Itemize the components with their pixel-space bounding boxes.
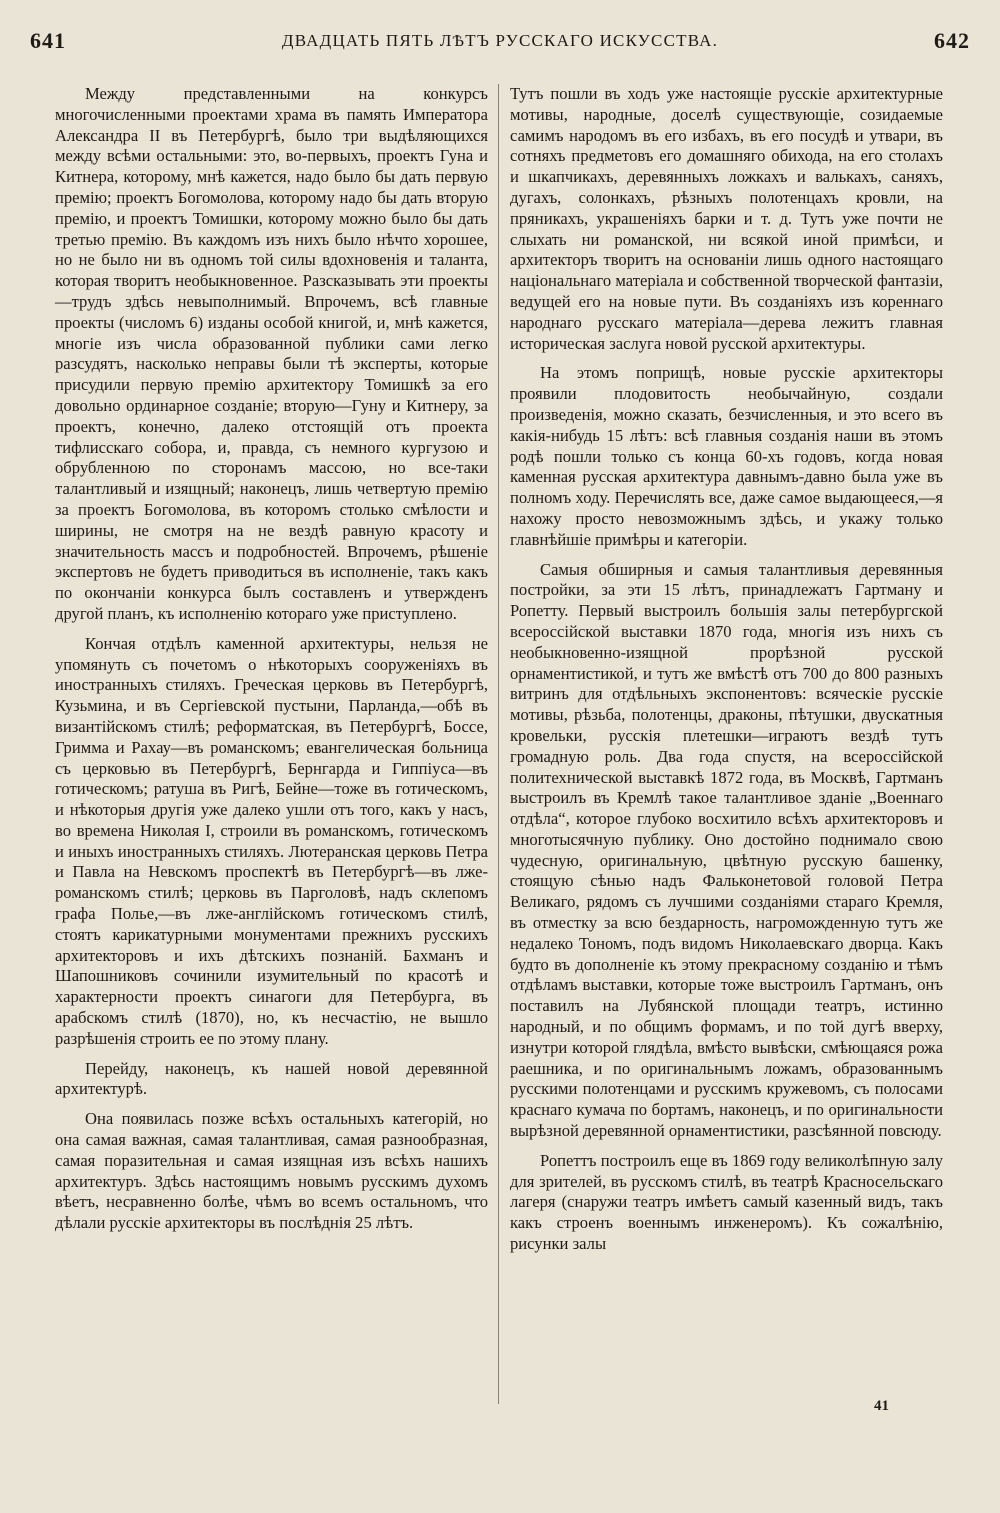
page-number-right: 642 xyxy=(934,28,970,53)
signature-mark: 41 xyxy=(874,1398,889,1414)
paragraph: Кончая отдѣлъ каменной архитектуры, нельзя не упомянуть съ почетомъ о нѣкоторыхъ сооруженіяхъ въ иностранныхъ стиляхъ. Греческая церковь въ Петербургѣ, Кузьмина, и въ Сергіевской пустыни, Парланда,—обѣ въ византійскомъ стилѣ; реформатская, въ Петербургѣ, Боссе, Гримма и Рахау—въ романскомъ; евангелическая больница съ церковью въ Петербургѣ, Бернгарда и Гиппіуса—въ готическомъ; ратуша въ Ригѣ, Бейне—тоже въ готическомъ, и нѣкоторыя другія уже далеко ушли отъ того, какъ у насъ, во времена Николая I, строили въ романскомъ, готическомъ и иныхъ иностранныхъ стиляхъ. Лютеранская церковь Петра и Павла на Невскомъ проспектѣ въ Петербургѣ—въ лже-романскомъ стилѣ; церковь въ Парголовѣ, надъ склепомъ графа Полье,—въ лже-англійскомъ готическомъ стилѣ, стоятъ карикатурными монументами прежнихъ русскихъ архитекторовъ и ихъ дѣтскихъ познаній. Бахманъ и Шапошниковъ сочинили изумительный по красотѣ и характерности проектъ синагоги для Петербурга, въ арабскомъ стилѣ (1870), но, къ несчастію, не вышло разрѣшенія строить ее по этому плану. xyxy=(55,633,488,1048)
paragraph: Перейду, наконецъ, къ нашей новой деревянной архитектурѣ. xyxy=(55,1058,488,1099)
column-divider xyxy=(498,84,499,1404)
paragraph: Ропеттъ построилъ еще въ 1869 году великолѣпную залу для зрителей, въ русскомъ стилѣ, въ театрѣ Красносельскаго лагеря (снаружи театръ имѣетъ самый казенный видъ, такъ какъ строенъ военнымъ инженеромъ). Къ сожалѣнію, рисунки залы xyxy=(510,1150,943,1254)
paragraph: На этомъ поприщѣ, новые русскіе архитекторы проявили плодовитость необычайную, создали произведенія, можно сказать, безчисленныя, и это всего въ какія-нибудь 15 лѣтъ: всѣ главныя созданія наши въ этомъ родѣ пошли только съ конца 60-хъ годовъ, когда новая каменная русская архитектура давнымъ-давно была уже въ полномъ ходу. Перечислять все, даже самое выдающееся,—я нахожу просто невозможнымъ здѣсь, и укажу только главнѣйшіе примѣры и категоріи. xyxy=(510,363,943,549)
paragraph: Она появилась позже всѣхъ остальныхъ категорій, но она самая важная, самая талантливая, самая разнообразная, самая поразительная и самая изящная изъ всѣхъ нашихъ архитектуръ. Здѣсь настоящимъ новымъ русскимъ духомъ вѣетъ, несравненно болѣе, чѣмъ во всемъ остальномъ, что дѣлали русскіе архитекторы въ послѣднія 25 лѣтъ. xyxy=(55,1109,488,1233)
running-title: ДВАДЦАТЬ ПЯТЬ ЛѢТЪ РУССКАГО ИСКУССТВА. xyxy=(281,31,719,50)
right-column xyxy=(510,84,943,1264)
left-column xyxy=(55,84,488,1243)
paragraph: Между представленными на конкурсъ многочисленными проектами храма въ память Императора Александра II въ Петербургѣ, было три выдѣляющихся между всѣми остальными: это, во-первыхъ, проектъ Гуна и Китнера, которому, мнѣ кажется, надо было бы дать первую премію; проектъ Богомолова, которому надо бы дать вторую премію, и проектъ Томишки, которому можно было бы дать третью премію. Въ каждомъ изъ нихъ было нѣчто хорошее, но не было ни въ одномъ той силы вдохновенія и таланта, которая творитъ необыкновенное. Разсказывать эти проекты—трудъ здѣсь невыполнимый. Впрочемъ, всѣ главные проекты (числомъ 6) изданы особой книгой, и, мнѣ кажется, многіе изъ числа образованной публики сами легко разсудятъ, насколько неправы были тѣ эксперты, которые присудили первую премію архитектору Томишкѣ за его довольно ординарное созданіе; вторую—Гуну и Китнеру, за проектъ, конечно, далеко отстоящій отъ проекта тифлисскаго собора, и, правда, съ немного кургузою и обрубленною по сторонамъ массою, но все-таки талантливый и изящный; наконецъ, лишь четвертую премію за проектъ Богомолова, въ которомъ столько смѣлости и ширины, не смотря на не вездѣ равную красоту и значительность массъ и подробностей. Впрочемъ, рѣшеніе экспертовъ не будетъ приводиться въ исполненіе, такъ какъ по окончаніи конкурса былъ составленъ и утвержденъ другой планъ, къ исполненію котораго уже приступлено. xyxy=(55,84,488,623)
page-number-left: 641 xyxy=(30,28,66,53)
paragraph: Тутъ пошли въ ходъ уже настоящіе русскіе архитектурные мотивы, народные, доселѣ существующіе, созидаемые самимъ народомъ въ его избахъ, въ его посудѣ и утвари, въ сотняхъ предметовъ его домашняго обихода, на его столахъ и шкапчикахъ, деревянныхъ ложкахъ и валькахъ, саняхъ, дугахъ, солонкахъ, рѣзныхъ полотенцахъ кровли, на пряникахъ, украшеніяхъ барки и т. д. Тутъ уже почти не слыхать ни романской, ни всякой иной примѣси, и архитекторъ творитъ на основаніи лишь одного настоящаго національнаго матеріала и собственной творческой фантазіи, ведущей его на новые пути. Въ созданіяхъ изъ кореннаго народнаго русскаго матеріала—дерева лежитъ главная историческая заслуга новой русской архитектуры. xyxy=(510,84,943,353)
paragraph: Самыя обширныя и самыя талантливыя деревянныя постройки, за эти 15 лѣтъ, принадлежатъ Гартману и Ропетту. Первый выстроилъ большія залы петербургской всероссійской выставки 1870 года, многія изъ нихъ съ необыкновенно-изящной прорѣзной русской орнаментистикой, и тутъ же вмѣстѣ отъ 700 до 800 разныхъ витринъ для отдѣльныхъ экспонентовъ: всяческіе русскіе мотивы, рѣзьба, полотенцы, драконы, пѣтушки, двускатныя кровельки, русскія плетешки—играютъ вездѣ тутъ громадную роль. Два года спустя, на всероссійской политехнической выставкѣ 1872 года, въ Москвѣ, Гартманъ выстроилъ въ Кремлѣ такое талантливое зданіе „Военнаго отдѣла“, которое глубоко восхитило всѣхъ архитекторовъ и многотысячную публику. Оно достойно поднимало свою чудесную, оригинальную, цвѣтную русскую башенку, стоящую сѣнью надъ Фальконетовой головой Петра Великаго, рядомъ съ лучшими созданіями стараго Кремля, въ отместку за всю бездарность, нагроможденную тутъ же недалеко Тономъ, подъ видомъ Николаевскаго дворца. Какъ будто въ дополненіе къ этому прекрасному созданію и тѣмъ отдѣламъ выставки, которые тоже выстроилъ Гартманъ, онъ поставилъ на Лубянской площади театръ, истинно народный, и по общимъ формамъ, и по той дугѣ вверху, изнутри которой глядѣла, вмѣсто вывѣски, смѣющаяся рожа раешника, и по оригинальнымъ ложамъ, образованнымъ русскими полотенцами и русскимъ кружевомъ, съ полосами краснаго кумача по бортамъ, наконецъ, и по оригинальности вырѣзной деревянной орнаментистики, разсѣянной повсюду. xyxy=(510,559,943,1141)
running-header xyxy=(30,28,970,62)
